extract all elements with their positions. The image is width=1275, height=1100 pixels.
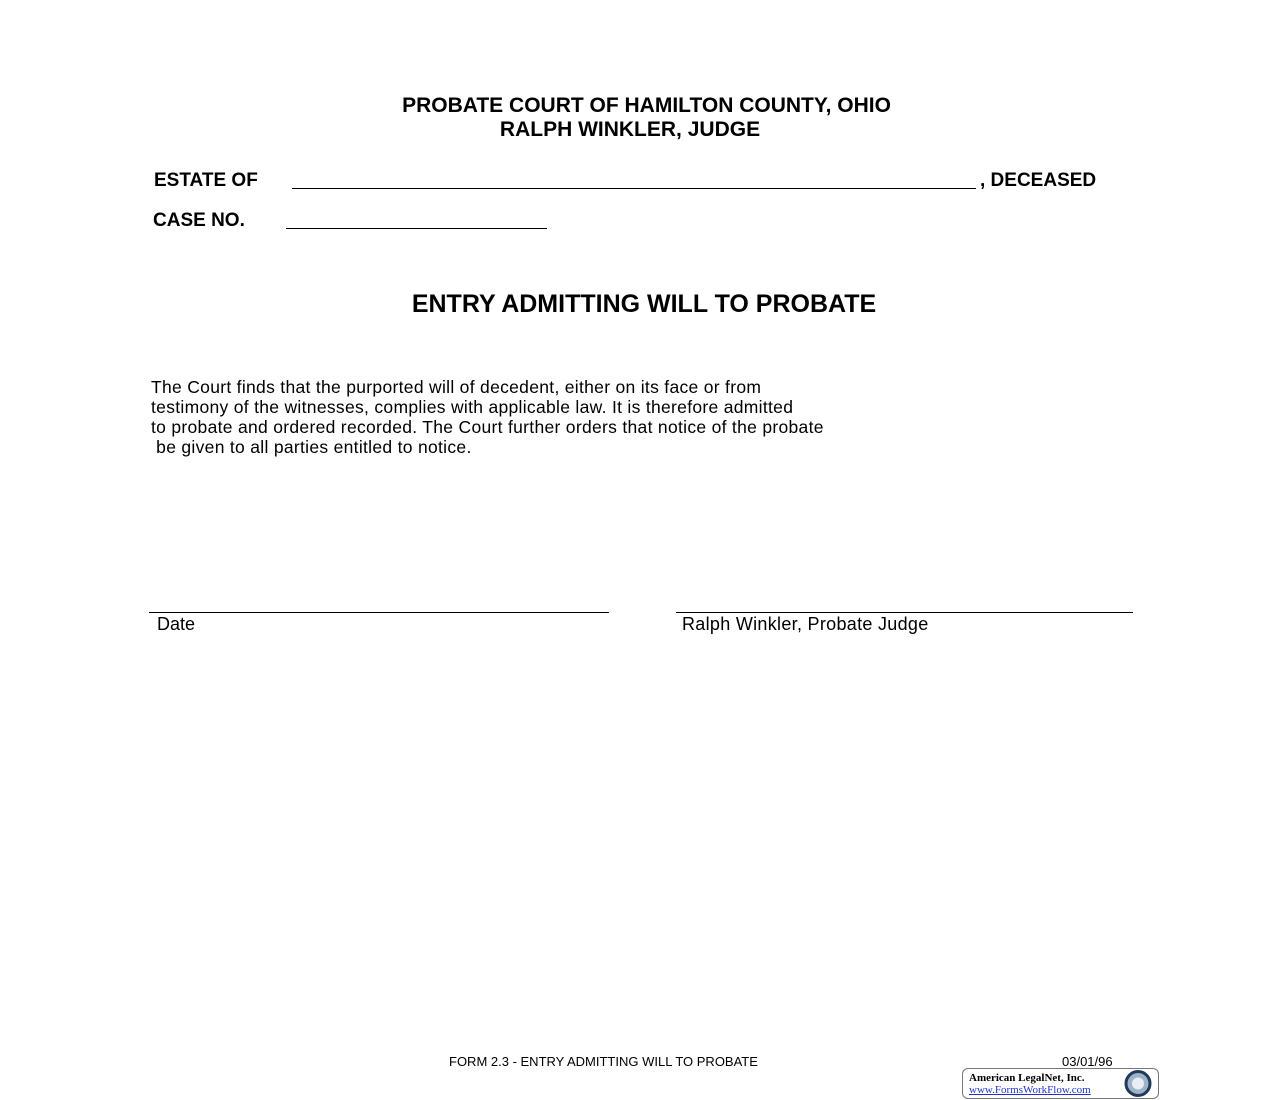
date-signature-line[interactable]: [149, 598, 609, 613]
judge-signature-line[interactable]: [676, 598, 1133, 613]
case-label: CASE NO.: [153, 210, 245, 231]
body-line: testimony of the witnesses, complies with applicable law. It is therefore admitted: [151, 397, 794, 417]
deceased-label: , DECEASED: [980, 170, 1097, 191]
body-line: be given to all parties entitled to notice.: [151, 437, 472, 457]
american-legalnet-logo: [962, 1068, 1159, 1099]
body-line: to probate and ordered recorded. The Court further orders that notice of the probate: [151, 417, 824, 437]
estate-label: ESTATE OF: [154, 170, 258, 191]
logo-company: American LegalNet, Inc.: [969, 1072, 1085, 1084]
estate-name-field[interactable]: [292, 172, 976, 189]
case-number-field[interactable]: [286, 212, 547, 229]
date-label: Date: [157, 614, 196, 634]
judge-signature-label: Ralph Winkler, Probate Judge: [682, 614, 929, 634]
globe-icon: [1121, 1070, 1155, 1097]
body-text: [151, 377, 824, 457]
form-date: 03/01/96: [1062, 1054, 1113, 1069]
logo-url[interactable]: www.FormsWorkFlow.com: [969, 1084, 1091, 1096]
judge-name: RALPH WINKLER, JUDGE: [499, 118, 761, 141]
court-name: PROBATE COURT OF HAMILTON COUNTY, OHIO: [402, 94, 891, 117]
body-line: The Court finds that the purported will of decedent, either on its face or from: [151, 377, 762, 397]
form-footer: FORM 2.3 - ENTRY ADMITTING WILL TO PROBATE: [449, 1054, 758, 1069]
document-title: ENTRY ADMITTING WILL TO PROBATE: [411, 290, 877, 318]
